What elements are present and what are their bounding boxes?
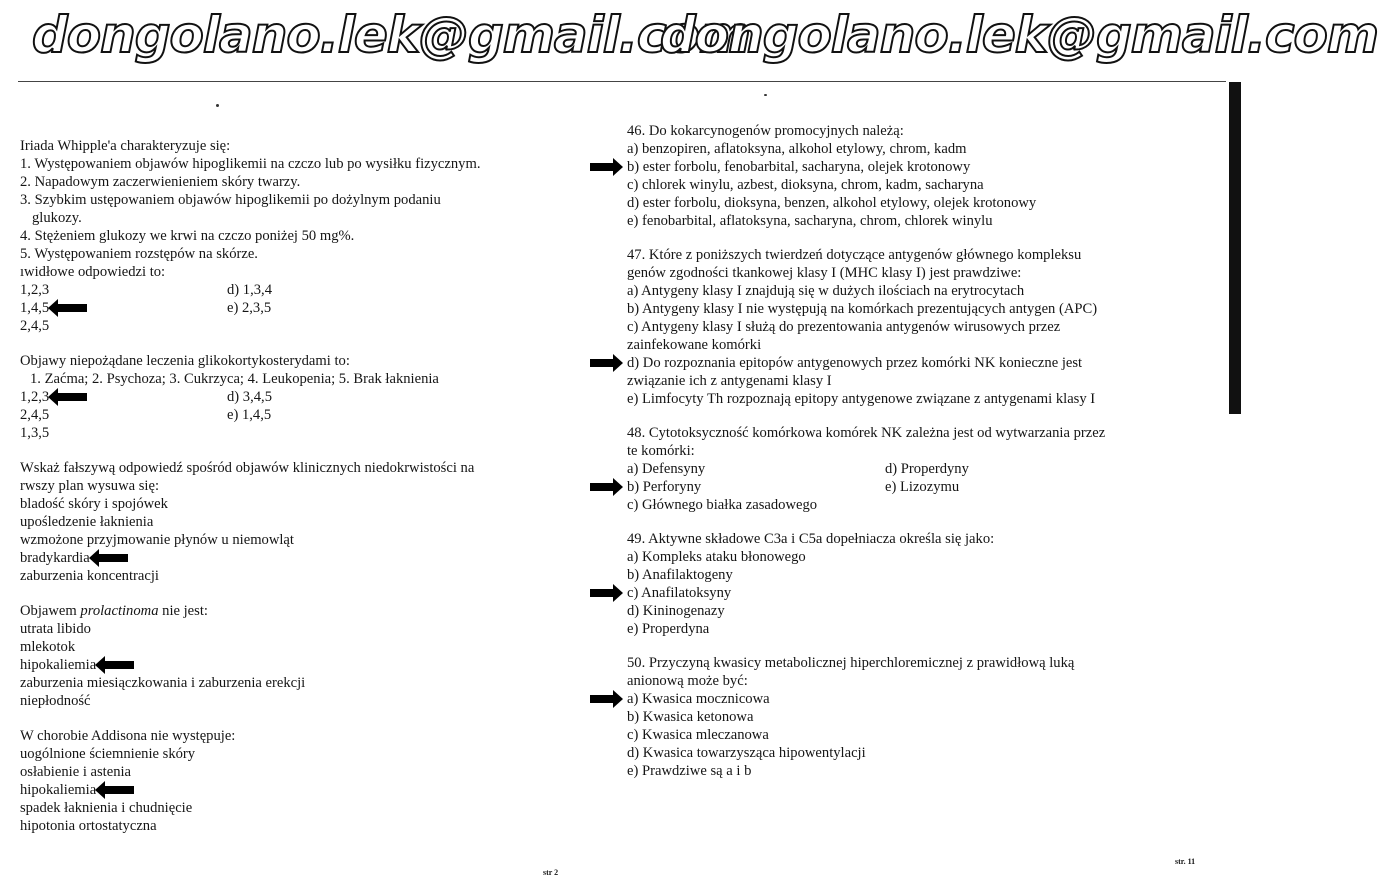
question-title: 46. Do kokarcynogenów promocyjnych należą:	[627, 123, 904, 139]
question-glucocorticoids	[20, 352, 580, 442]
answer-option: d) 1,3,4	[227, 282, 272, 298]
answer-prompt: ıwidłowe odpowiedzi to:	[20, 264, 166, 280]
answer-option: e) 2,3,5	[227, 300, 272, 316]
question-49	[627, 530, 1217, 638]
answer-option: 2,4,5	[20, 407, 50, 423]
answer-row	[627, 478, 1217, 496]
statement: 5. Występowaniem rozstępów na skórze.	[20, 246, 258, 262]
question-title: Iriada Whipple'a charakteryzuje się:	[20, 138, 231, 154]
answer-arrow-icon	[57, 393, 87, 401]
question-title: Wskaż fałszywą odpowiedź spośród objawów klinicznych niedokrwistości na	[20, 460, 475, 476]
answer-option: d) Do rozpoznania epitopów antygenowych przez komórki NK konieczne jest	[627, 355, 1083, 371]
question-title-text: nie jest:	[158, 603, 208, 619]
question-title: 50. Przyczyną kwasicy metabolicznej hiperchloremicznej z prawidłową luką	[627, 655, 1075, 671]
answer-option: e) Lizozymu	[885, 479, 960, 495]
answer-option-continued: związanie ich z antygenami klasy I	[627, 373, 832, 389]
answer-option: zaburzenia miesiączkowania i zaburzenia erekcji	[20, 675, 306, 691]
answer-option: niepłodność	[20, 693, 91, 709]
question-title	[20, 602, 580, 620]
answer-option: 1,2,3	[20, 389, 50, 405]
scan-edge-shadow	[1229, 82, 1241, 414]
question-46	[627, 122, 1217, 230]
answer-option: b) Anafilaktogeny	[627, 567, 733, 583]
scan-speck	[216, 104, 219, 107]
answer-option: d) Properdyny	[885, 461, 969, 477]
answer-arrow-icon	[590, 589, 614, 597]
answer-option: c) Kwasica mleczanowa	[627, 727, 769, 743]
answer-option: bladość skóry i spojówek	[20, 496, 168, 512]
question-title: 49. Aktywne składowe C3a i C5a dopełniacza określa się jako:	[627, 531, 995, 547]
answer-arrow-icon	[57, 304, 87, 312]
answer-option: a) Kompleks ataku błonowego	[627, 549, 806, 565]
question-title-emphasis: prolactinoma	[80, 603, 159, 619]
answer-option: b) ester forbolu, fenobarbital, sacharyna, olejek krotonowy	[627, 159, 971, 175]
answer-option: c) Antygeny klasy I służą do prezentowania antygenów wirusowych przez	[627, 319, 1061, 335]
answer-option: bradykardia	[20, 550, 90, 566]
question-anemia	[20, 459, 580, 585]
answer-option-marked	[627, 158, 1217, 176]
answer-option: a) Defensyny	[627, 461, 706, 477]
answer-option: a) Antygeny klasy I znajdują się w dużych ilościach na erytrocytach	[627, 283, 1025, 299]
answer-option: a) benzopiren, aflatoksyna, alkohol etylowy, chrom, kadm	[627, 141, 967, 157]
answer-option: utrata libido	[20, 621, 91, 637]
question-47	[627, 246, 1217, 408]
answer-option-marked	[20, 781, 580, 799]
answer-option: spadek łaknienia i chudnięcie	[20, 800, 193, 816]
answer-arrow-icon	[104, 786, 134, 794]
answer-option: e) Limfocyty Th rozpoznają epitopy antygenowe związane z antygenami klasy I	[627, 391, 1096, 407]
question-title: 47. Które z poniższych twierdzeń dotyczące antygenów głównego kompleksu	[627, 247, 1082, 263]
statement: 3. Szybkim ustępowaniem objawów hipoglikemii po dożylnym podaniu	[20, 192, 441, 208]
answer-option-marked	[627, 584, 1217, 602]
question-48	[627, 424, 1217, 514]
answer-option: e) fenobarbital, aflatoksyna, sacharyna, chrom, chlorek winylu	[627, 213, 993, 229]
answer-option: e) 1,4,5	[227, 407, 272, 423]
answer-option: c) Głównego białka zasadowego	[627, 497, 818, 513]
question-title-text: Objawem	[20, 603, 81, 619]
question-title: W chorobie Addisona nie występuje:	[20, 728, 236, 744]
answer-arrow-icon	[590, 695, 614, 703]
answer-option: d) Kininogenazy	[627, 603, 725, 619]
answer-option: 2,4,5	[20, 318, 50, 334]
watermark-header	[0, 0, 1378, 82]
answer-option: mlekotok	[20, 639, 76, 655]
answer-option: hipokaliemia	[20, 782, 97, 798]
question-50	[627, 654, 1217, 780]
statement: 2. Napadowym zaczerwienieniem skóry twarzy.	[20, 174, 301, 190]
watermark-email-right: dongolano.lek@gmail.com	[660, 6, 1378, 64]
answer-option: upośledzenie łaknienia	[20, 514, 154, 530]
statement-list: 1. Zaćma; 2. Psychoza; 3. Cukrzyca; 4. Leukopenia; 5. Brak łaknienia	[30, 371, 439, 387]
question-addison	[20, 727, 580, 835]
page-number-left: str 2	[543, 868, 559, 877]
answer-option: wzmożone przyjmowanie płynów u niemowląt	[20, 532, 294, 548]
answer-option: e) Properdyna	[627, 621, 710, 637]
answer-option: c) chlorek winylu, azbest, dioksyna, chrom, kadm, sacharyna	[627, 177, 984, 193]
left-page-column	[20, 137, 580, 852]
question-title-continued: genów zgodności tkankowej klasy I (MHC klasy I) jest prawdziwe:	[627, 265, 1022, 281]
answer-option: b) Antygeny klasy I nie występują na komórkach prezentujących antygen (APC)	[627, 301, 1098, 317]
answer-option-marked	[20, 549, 580, 567]
answer-option: 1,2,3	[20, 282, 50, 298]
statement: 4. Stężeniem glukozy we krwi na czczo poniżej 50 mg%.	[20, 228, 355, 244]
answer-option: b) Kwasica ketonowa	[627, 709, 754, 725]
page-number-right: str. 11	[1175, 857, 1196, 866]
answer-option: a) Kwasica mocznicowa	[627, 691, 770, 707]
question-title: Objawy niepożądane leczenia glikokortykosterydami to:	[20, 353, 350, 369]
answer-option: d) 3,4,5	[227, 389, 272, 405]
answer-arrow-icon	[590, 163, 614, 171]
answer-option: 1,3,5	[20, 425, 50, 441]
answer-option: d) Kwasica towarzysząca hipowentylacji	[627, 745, 866, 761]
question-title-continued: rwszy plan wysuwa się:	[20, 478, 160, 494]
header-divider	[18, 81, 1226, 82]
answer-row	[20, 281, 580, 299]
answer-option: d) ester forbolu, dioksyna, benzen, alkohol etylowy, olejek krotonowy	[627, 195, 1037, 211]
question-title-continued: te komórki:	[627, 443, 695, 459]
answer-row	[20, 299, 580, 317]
answer-option: uogólnione ściemnienie skóry	[20, 746, 196, 762]
question-title-continued: anionową może być:	[627, 673, 748, 689]
answer-option-marked	[20, 299, 227, 317]
answer-arrow-icon	[590, 359, 614, 367]
statement: 1. Występowaniem objawów hipoglikemii na czczo lub po wysiłku fizycznym.	[20, 156, 481, 172]
answer-row	[20, 388, 580, 406]
question-title: 48. Cytotoksyczność komórkowa komórek NK zależna jest od wytwarzania przez	[627, 425, 1106, 441]
right-page-column	[627, 122, 1217, 796]
answer-row	[20, 406, 580, 424]
answer-option: b) Perforyny	[627, 479, 702, 495]
answer-option-continued: zainfekowane komórki	[627, 337, 762, 353]
answer-arrow-icon	[104, 661, 134, 669]
answer-option-marked	[627, 354, 1217, 372]
answer-option: e) Prawdziwe są a i b	[627, 763, 752, 779]
answer-option: c) Anafilatoksyny	[627, 585, 732, 601]
statement-continued: glukozy.	[32, 210, 82, 226]
answer-option: hipotonia ortostatyczna	[20, 818, 157, 834]
scan-speck	[764, 94, 767, 96]
answer-option: 1,4,5	[20, 300, 50, 316]
answer-option-marked	[627, 690, 1217, 708]
answer-option-marked	[20, 656, 580, 674]
watermark-email-left: dongolano.lek@gmail.com	[32, 6, 750, 64]
answer-option: zaburzenia koncentracji	[20, 568, 159, 584]
answer-row	[627, 460, 1217, 478]
question-prolactinoma	[20, 602, 580, 710]
answer-option-marked	[20, 388, 227, 406]
answer-option: osłabienie i astenia	[20, 764, 132, 780]
answer-arrow-icon	[98, 554, 128, 562]
answer-option: hipokaliemia	[20, 657, 97, 673]
question-whipple	[20, 137, 580, 335]
answer-arrow-icon	[590, 483, 614, 491]
